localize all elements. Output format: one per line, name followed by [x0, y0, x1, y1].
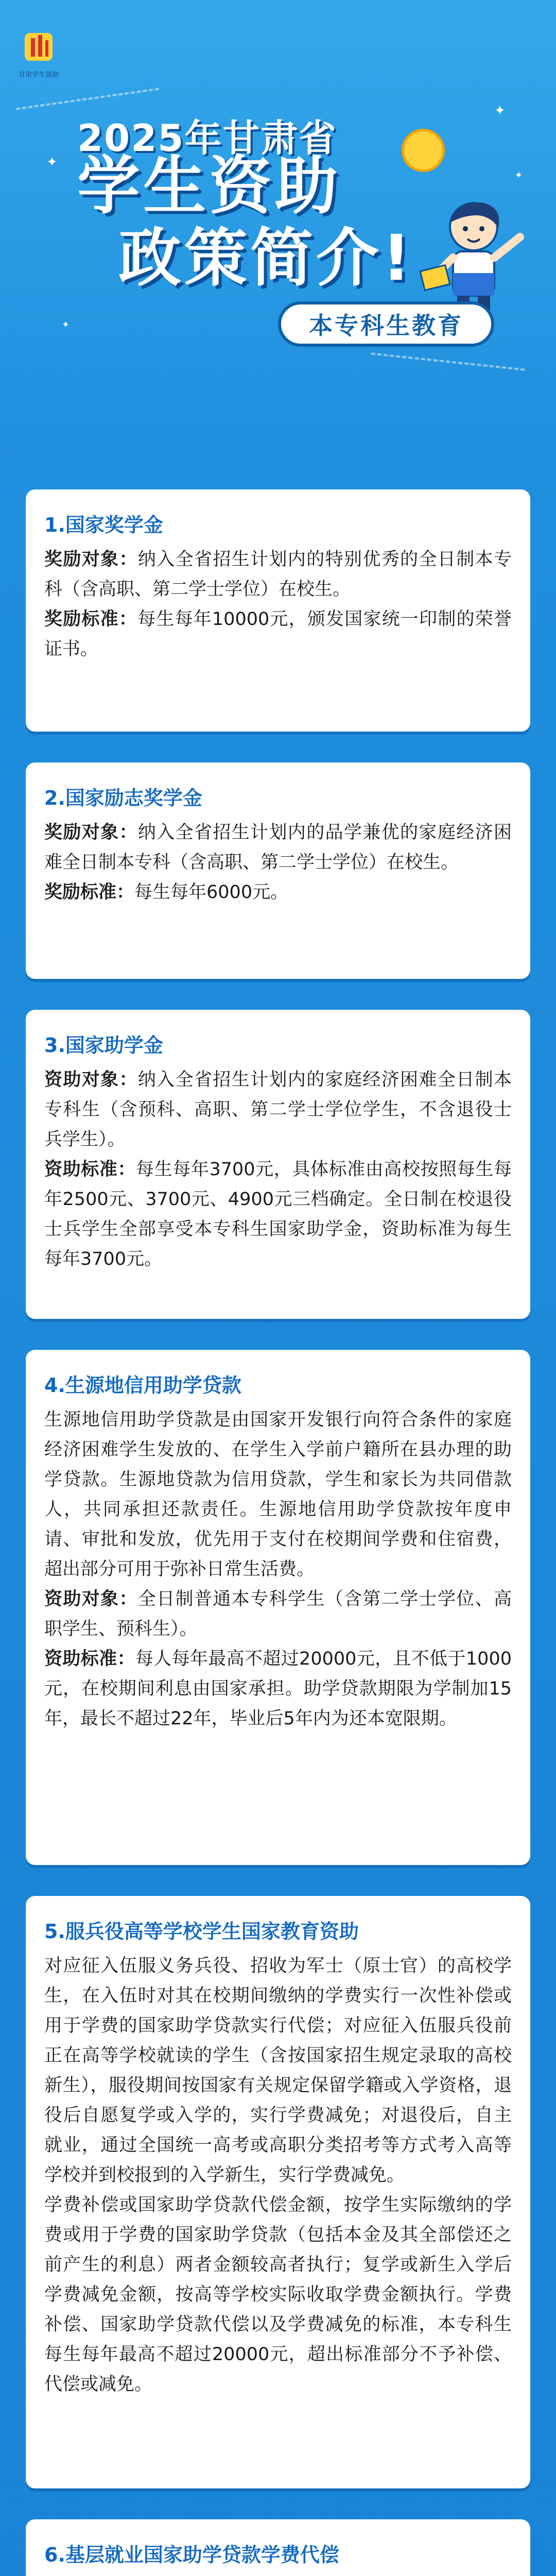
category-ribbon: [278, 301, 494, 347]
section-label: 资助标准：: [44, 1649, 135, 1669]
section-paragraph: [44, 818, 512, 877]
section-card: [26, 2519, 530, 2576]
section-text: 对应征入伍服义务兵役、招收为军士（原士官）的高校学生，在入伍时对其在校期间缴纳的学费实行一次性补偿或用于学费的国家助学贷款实行代偿；对应征入伍服兵役前正在高等学校就读的学生（含按国家招生规定录取的高校新生），服役期间按国家有关规定保留学籍或入学资格，退役后自愿复学或入学的，实行学费减免；对退役后，自主就业，通过全国统一高考或高职分类招考等方式考入高等学校并到校报到的入学新生，实行学费减免。: [44, 1956, 512, 2185]
section-text: 纳入全省招生计划内的特别优秀的全日制本专科（含高职、第二学士学位）在校生。: [44, 549, 512, 600]
section-card: [26, 489, 530, 732]
section-title: 5.服兵役高等学校学生国家教育资助: [44, 1920, 359, 1943]
section-paragraph: [44, 1405, 512, 1584]
section-text: 学费补偿或国家助学贷款代偿金额，按学生实际缴纳的学费或用于学费的国家助学贷款（包括本金及其全部偿还之前产生的利息）两者金额较高者执行；复学或新生入学后学费减免金额，按高等学校实际收取学费金额执行。学费补偿、国家助学贷款代偿以及学费减免的标准，本专科生每生每年最高不超过20000元，超出标准部分不予补偿、代偿或减免。: [44, 2195, 512, 2395]
section-label: 资助对象：: [44, 1589, 138, 1609]
section-text: 纳入全省招生计划内的家庭经济困难全日制本专科生（含预科、高职、第二学士学位学生，不含退役士兵学生）。: [44, 1070, 512, 1150]
section-label: 资助标准：: [44, 1159, 136, 1180]
decor-dash-line: [16, 88, 159, 110]
section-text: 每生每年3700元，具体标准由高校按照每生每年2500元、3700元、4900元三档确定。全日制在校退役士兵学生全部享受本专科生国家助学金，资助标准为每生每年3700元。: [44, 1159, 512, 1269]
section-card: [26, 1896, 530, 2488]
section-paragraph: [44, 545, 512, 604]
section-paragraph: [44, 1584, 512, 1644]
sparkle-icon: ✦: [494, 103, 506, 118]
section-paragraph: [44, 877, 512, 907]
section-card: [26, 1010, 530, 1319]
section-title: 1.国家奖学金: [44, 514, 163, 536]
sparkle-icon: ✦: [46, 155, 58, 170]
section-title: 2.国家励志奖学金: [44, 787, 202, 809]
sparkle-icon: ✦: [515, 170, 523, 181]
section-paragraph: [44, 1644, 512, 1734]
section-text: 纳入全省招生计划内的品学兼优的家庭经济困难全日制本专科（含高职、第二学士学位）在校生。: [44, 822, 512, 873]
hero-year-title: 2025年甘肃省: [77, 116, 337, 160]
logo-icon: [21, 29, 57, 65]
section-text: 每生每年10000元，颁发国家统一印制的荣誉证书。: [44, 609, 512, 659]
section-text: 每生每年6000元。: [134, 882, 289, 903]
section-paragraph: [44, 1155, 512, 1274]
section-card: [26, 762, 530, 979]
logo-text: 甘肃学生资助: [18, 71, 59, 79]
hero-title-line2: 政策简介!: [118, 222, 414, 295]
logo: [10, 29, 67, 79]
section-text: 全日制普通本专科学生（含第二学士学位、高职学生、预科生）。: [44, 1589, 512, 1639]
section-text: 生源地信用助学贷款是由国家开发银行向符合条件的家庭经济困难学生发放的、在学生入学前户籍所在县办理的助学贷款。生源地贷款为信用贷款，学生和家长为共同借款人，共同承担还款责任。生源地信用助学贷款按年度申请、审批和发放，优先用于支付在校期间学费和住宿费，超出部分可用于弥补日常生活费。: [44, 1410, 512, 1580]
hero-title-line1: 学生资助: [77, 149, 341, 223]
sun-icon: [402, 129, 445, 172]
section-title: 4.生源地信用助学贷款: [44, 1374, 241, 1397]
section-paragraph: [44, 604, 512, 664]
hero-banner: [0, 0, 556, 464]
section-card: [26, 1350, 530, 1865]
section-label: 奖励对象：: [44, 549, 138, 570]
section-label: 奖励标准：: [44, 882, 135, 903]
decor-dash-line: [371, 352, 525, 370]
category-ribbon-label: 本专科生教育: [309, 312, 463, 340]
section-paragraph: [44, 1065, 512, 1155]
section-paragraph: [44, 2190, 512, 2399]
section-label: 奖励对象：: [44, 822, 138, 843]
section-label: 奖励标准：: [44, 609, 138, 630]
section-label: 资助对象：: [44, 1070, 138, 1090]
section-title: 3.国家助学金: [44, 1034, 163, 1057]
sparkle-icon: ✦: [62, 319, 70, 330]
section-paragraph: [44, 1951, 512, 2190]
section-text: 每人每年最高不超过20000元，且不低于1000元，在校期间利息由国家承担。助学贷款期限为学制加15年，最长不超过22年，毕业后5年内为还本宽限期。: [44, 1649, 512, 1729]
section-title: 6.基层就业国家助学贷款学费代偿: [44, 2544, 339, 2566]
